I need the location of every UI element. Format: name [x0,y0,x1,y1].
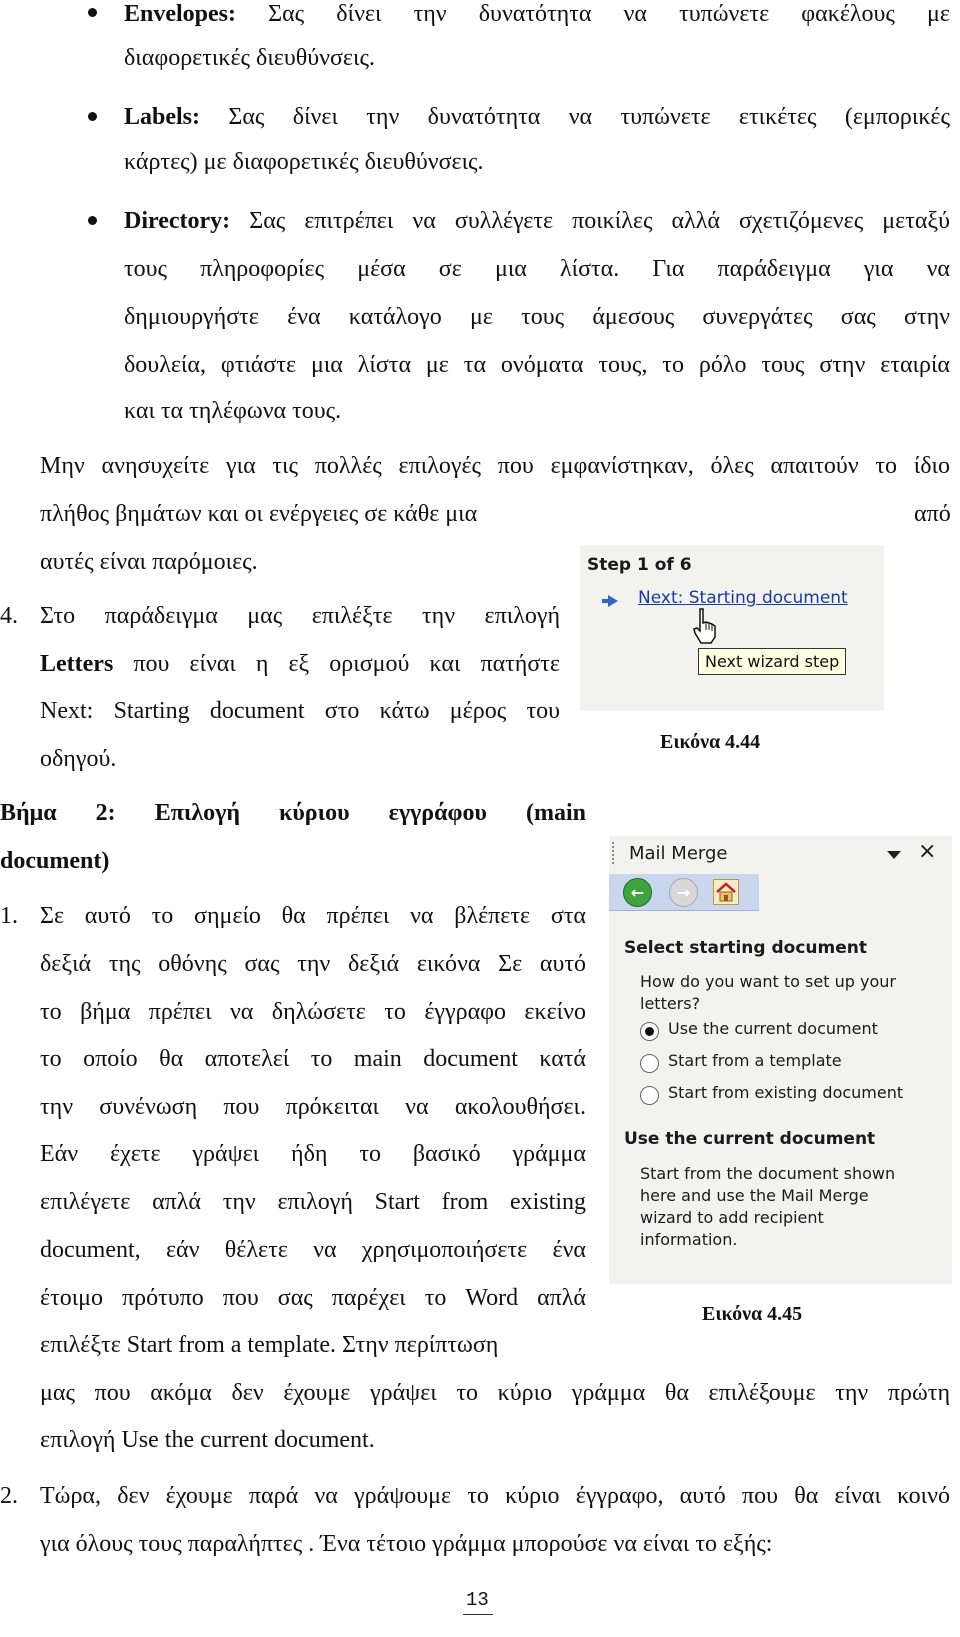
page-number-underline [463,1614,493,1615]
item2-line2: για όλους τους παραλήπτες . Ένα τέτοιο γράμμα μπορούσε να είναι το εξής: [40,1531,773,1557]
para-line3: αυτές είναι παρόμοιες. [40,549,258,575]
item1-line: το βήμα πρέπει να δηλώσετε το έγγραφο εκείνο [40,999,586,1025]
figure-step1-screenshot [580,545,884,711]
forward-icon[interactable]: → [669,878,698,907]
page-number: 13 [466,1589,489,1611]
item1-line: την συνένωση που πρόκειται να ακολουθήσει. [40,1094,586,1120]
bullet-marker [88,216,97,225]
bullet-directory-line5: και τα τηλέφωνα τους. [124,398,342,424]
bullet-text: Σας επιτρέπει να συλλέγετε ποικίλες αλλά σχετιζόμενες μεταξύ [249,208,951,234]
bullet-term: Labels: [124,104,201,130]
option-label[interactable]: Start from a template [668,1051,842,1070]
description-text: Start from the document shown here and use the Mail Merge wizard to add recipient information. [640,1164,896,1249]
item2-number: 2. [0,1483,18,1509]
bullet-directory-line1 [124,207,950,235]
section-select-starting-document: Select starting document [624,938,867,958]
bullet-text: Σας δίνει την δυνατότητα να τυπώνετε ετικέτες (εμπορικές [228,104,951,130]
radio-use-current[interactable] [640,1022,659,1041]
item1-line: μας που ακόμα δεν έχουμε γράψει το κύριο γράμμα θα επιλέξουμε την πρώτη [40,1380,950,1406]
bullet-marker [88,8,97,17]
tooltip: Next wizard step [698,648,846,675]
bullet-text: Σας δίνει την δυνατότητα να τυπώνετε φακέλους με [268,1,950,27]
item4-line1: Στο παράδειγμα μας επιλέξτε την επιλογή [40,603,560,629]
item4-line2-rest: που είναι η εξ ορισμού και πατήστε [113,651,560,677]
item2-line1: Τώρα, δεν έχουμε παρά να γράψουμε το κύριο έγγραφο, αυτό που θα είναι κοινό [40,1483,950,1509]
bullet-directory-line4: δουλεία, φτιάστε μια λίστα με τα ονόματα τους, το ρόλο τους στην εταιρία [124,352,950,378]
para-line2a: πλήθος βημάτων και οι ενέργειες σε κάθε μια [40,501,478,527]
item1-line: επιλέξτε Start from a template. Στην περίπτωση [40,1332,499,1358]
item1-line: Εάν έχετε γράψει ήδη το βασικό γράμμα [40,1141,586,1167]
item1-line: επιλέγετε απλά την επιλογή Start from existing [40,1189,586,1215]
back-icon[interactable]: ← [623,878,652,907]
bullet-directory-line3: δημιουργήστε ένα κατάλογο με τους άμεσους συνεργάτες σας στην [124,304,950,330]
item1-line: επιλογή Use the current document. [40,1427,375,1453]
item1-line: έτοιμο πρότυπο που σας παρέχει το Word απλά [40,1285,586,1311]
item1-number: 1. [0,903,18,929]
radio-start-existing[interactable] [640,1086,659,1105]
section-heading-line2: document) [0,848,110,874]
item4-line2 [40,650,560,678]
mail-merge-task-pane [609,836,952,1284]
bullet-term: Envelopes: [124,1,237,27]
question-text: How do you want to set up your letters? [640,972,896,1013]
section-heading-line1: Βήμα 2: Επιλογή κύριου εγγράφου (main [0,800,586,826]
hand-cursor-icon [692,607,720,645]
option-label[interactable]: Use the current document [668,1019,878,1038]
figure-caption: Εικόνα 4.44 [660,731,761,753]
item4-letters: Letters [40,651,114,677]
step-label: Step 1 of 6 [587,555,692,575]
bullet-envelopes-line1 [124,0,950,28]
bullet-directory-line2: τους πληροφορίες μέσα σε μια λίστα. Για παράδειγμα για να [124,256,950,282]
item1-line: δεξιά της οθόνης σας την δεξιά εικόνα Σε αυτό [40,951,586,977]
bullet-marker [88,112,97,121]
section-use-current-document: Use the current document [624,1129,876,1149]
next-starting-document-link[interactable]: Next: Starting document [638,588,848,608]
item1-line: Σε αυτό το σημείο θα πρέπει να βλέπετε στα [40,903,586,929]
pane-grip[interactable] [612,842,617,864]
bullet-term: Directory: [124,208,231,234]
close-icon[interactable]: × [918,839,937,864]
bullet-labels-line1 [124,103,950,131]
para-line2b: από [914,501,951,527]
item4-line3: Next: Starting document στο κάτω μέρος του [40,698,560,724]
arrow-right-icon [608,595,618,607]
item4-number: 4. [0,603,18,629]
option-label[interactable]: Start from existing document [668,1083,904,1102]
figure-caption: Εικόνα 4.45 [702,1303,803,1325]
pane-title: Mail Merge [629,843,728,864]
radio-start-template[interactable] [640,1054,659,1073]
item1-line: document, εάν θέλετε να χρησιμοποιήσετε ένα [40,1237,586,1263]
bullet-labels-line2: κάρτες) με διαφορετικές διευθύνσεις. [124,149,484,175]
dropdown-arrow-icon[interactable] [887,851,901,859]
item1-line: το οποίο θα αποτελεί το main document κατά [40,1046,586,1072]
home-icon[interactable] [713,879,739,905]
bullet-envelopes-line2: διαφορετικές διευθύνσεις. [124,45,375,71]
item4-line4: οδηγού. [40,746,117,772]
para-line1: Μην ανησυχείτε για τις πολλές επιλογές που εμφανίστηκαν, όλες απαιτούν το ίδιο [40,453,950,479]
